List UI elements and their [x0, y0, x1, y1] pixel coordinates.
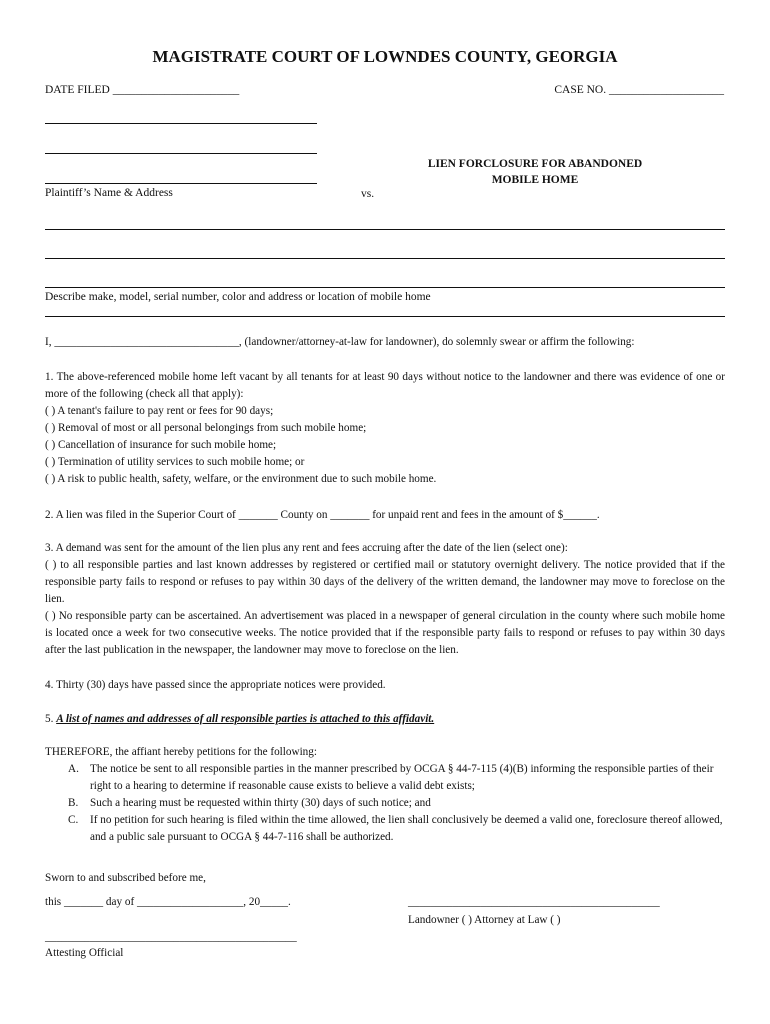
- petition-item-a: [68, 761, 725, 795]
- section-5-number: 5.: [45, 713, 54, 725]
- section-1: [45, 369, 725, 488]
- petition-item-b-label: B.: [68, 797, 79, 809]
- form-title: [405, 156, 665, 188]
- section-3-intro: 3. A demand was sent for the amount of the lien plus any rent and fees accruing after the date of the lien (select one):: [45, 542, 568, 554]
- petition-item-a-text: The notice be sent to all responsible parties in the manner prescribed by OCGA § 44-7-115 (4)(B) informing the responsible parties of their right to a hearing to determine if reasonable cause exists to believe a valid debt exists;: [90, 763, 714, 792]
- attesting-official-label: Attesting Official: [45, 947, 124, 959]
- description-line-1[interactable]: [45, 229, 725, 230]
- section-2: 2. A lien was filed in the Superior Court of _______ County on _______ for unpaid rent and fees in the amount of $______.: [45, 509, 600, 521]
- petition-item-b-text: Such a hearing must be requested within thirty (30) days of such notice; and: [90, 797, 431, 809]
- checkbox-insurance-cancelled[interactable]: ( ) Cancellation of insurance for such mobile home;: [45, 439, 277, 451]
- oath-suffix: , (landowner/attorney-at-law for landowner), do solemnly swear or affirm the following:: [238, 336, 635, 348]
- court-title: MAGISTRATE COURT OF LOWNDES COUNTY, GEORGIA: [152, 47, 618, 66]
- section-5-text: A list of names and addresses of all responsible parties is attached to this affidavit.: [56, 713, 435, 725]
- section-5: [45, 711, 725, 728]
- plaintiff-label: Plaintiff’s Name & Address: [45, 187, 173, 199]
- versus-label: vs.: [361, 188, 375, 200]
- attesting-signature-line[interactable]: _____________________________________________: [45, 931, 297, 943]
- oath-prefix: I,: [45, 336, 52, 348]
- affiant-name-field[interactable]: _________________________________: [54, 336, 239, 348]
- plaintiff-line-3[interactable]: [45, 183, 317, 184]
- option-newspaper-advertisement[interactable]: ( ) No responsible party can be ascertained. An advertisement was placed in a newspaper of general circulation in the county where such mobile home is located once a week for two consecutive weeks. The notice provided that if the responsible party fails to respond or refuses to pay within 30 days after the last publication in the newspaper, the landowner may move to foreclose on the lien.: [45, 610, 725, 656]
- therefore-intro: THEREFORE, the affiant hereby petitions for the following:: [45, 746, 317, 758]
- petition-item-c: [68, 812, 725, 846]
- therefore-block: [45, 744, 725, 846]
- description-line-4[interactable]: [45, 316, 725, 317]
- oath-statement: [45, 334, 725, 351]
- describe-label: Describe make, model, serial number, color and address or location of mobile home: [45, 291, 431, 303]
- date-filed-field[interactable]: DATE FILED ______________________: [45, 84, 240, 96]
- checkbox-public-risk[interactable]: ( ) A risk to public health, safety, welfare, or the environment due to such mobile home.: [45, 473, 437, 485]
- sworn-statement: Sworn to and subscribed before me,: [45, 872, 206, 884]
- section-4: 4. Thirty (30) days have passed since the appropriate notices were provided.: [45, 679, 386, 691]
- section-1-intro: 1. The above-referenced mobile home left vacant by all tenants for at least 90 days without notice to the landowner and there was evidence of one or more of the following (check all that apply):: [45, 371, 725, 400]
- description-line-2[interactable]: [45, 258, 725, 259]
- option-mail-delivery[interactable]: ( ) to all responsible parties and last known addresses by registered or certified mail or statutory overnight delivery. The notice provided that if the responsible party fails to respond or refuses to pay within 30 days of the delivery of the written demand, the landowner may move to foreclose on the lien.: [45, 559, 725, 605]
- petition-item-c-label: C.: [68, 814, 79, 826]
- petition-item-a-label: A.: [68, 763, 79, 775]
- case-number-field[interactable]: CASE NO. ____________________: [554, 84, 724, 96]
- section-3: [45, 540, 725, 659]
- checkbox-rent-failure[interactable]: ( ) A tenant's failure to pay rent or fees for 90 days;: [45, 405, 274, 417]
- petition-item-c-text: If no petition for such hearing is filed within the time allowed, the lien shall conclusively be deemed a valid one, foreclosure thereof allowed, and a public sale pursuant to OCGA § 44-7-116 shall be authorized.: [90, 814, 723, 843]
- sworn-date-field[interactable]: this _______ day of ___________________, 20_____.: [45, 896, 291, 908]
- petition-item-b: [68, 795, 725, 812]
- plaintiff-line-1[interactable]: [45, 123, 317, 124]
- landowner-signature-line[interactable]: _____________________________________________: [408, 896, 660, 908]
- checkbox-belongings-removed[interactable]: ( ) Removal of most or all personal belongings from such mobile home;: [45, 422, 367, 434]
- checkbox-utilities-terminated[interactable]: ( ) Termination of utility services to such mobile home; or: [45, 456, 305, 468]
- description-line-3[interactable]: [45, 287, 725, 288]
- landowner-signature-label: Landowner ( ) Attorney at Law ( ): [408, 914, 561, 926]
- form-title-line-2: MOBILE HOME: [491, 174, 579, 186]
- plaintiff-line-2[interactable]: [45, 153, 317, 154]
- form-title-line-1: LIEN FORCLOSURE FOR ABANDONED: [427, 158, 643, 170]
